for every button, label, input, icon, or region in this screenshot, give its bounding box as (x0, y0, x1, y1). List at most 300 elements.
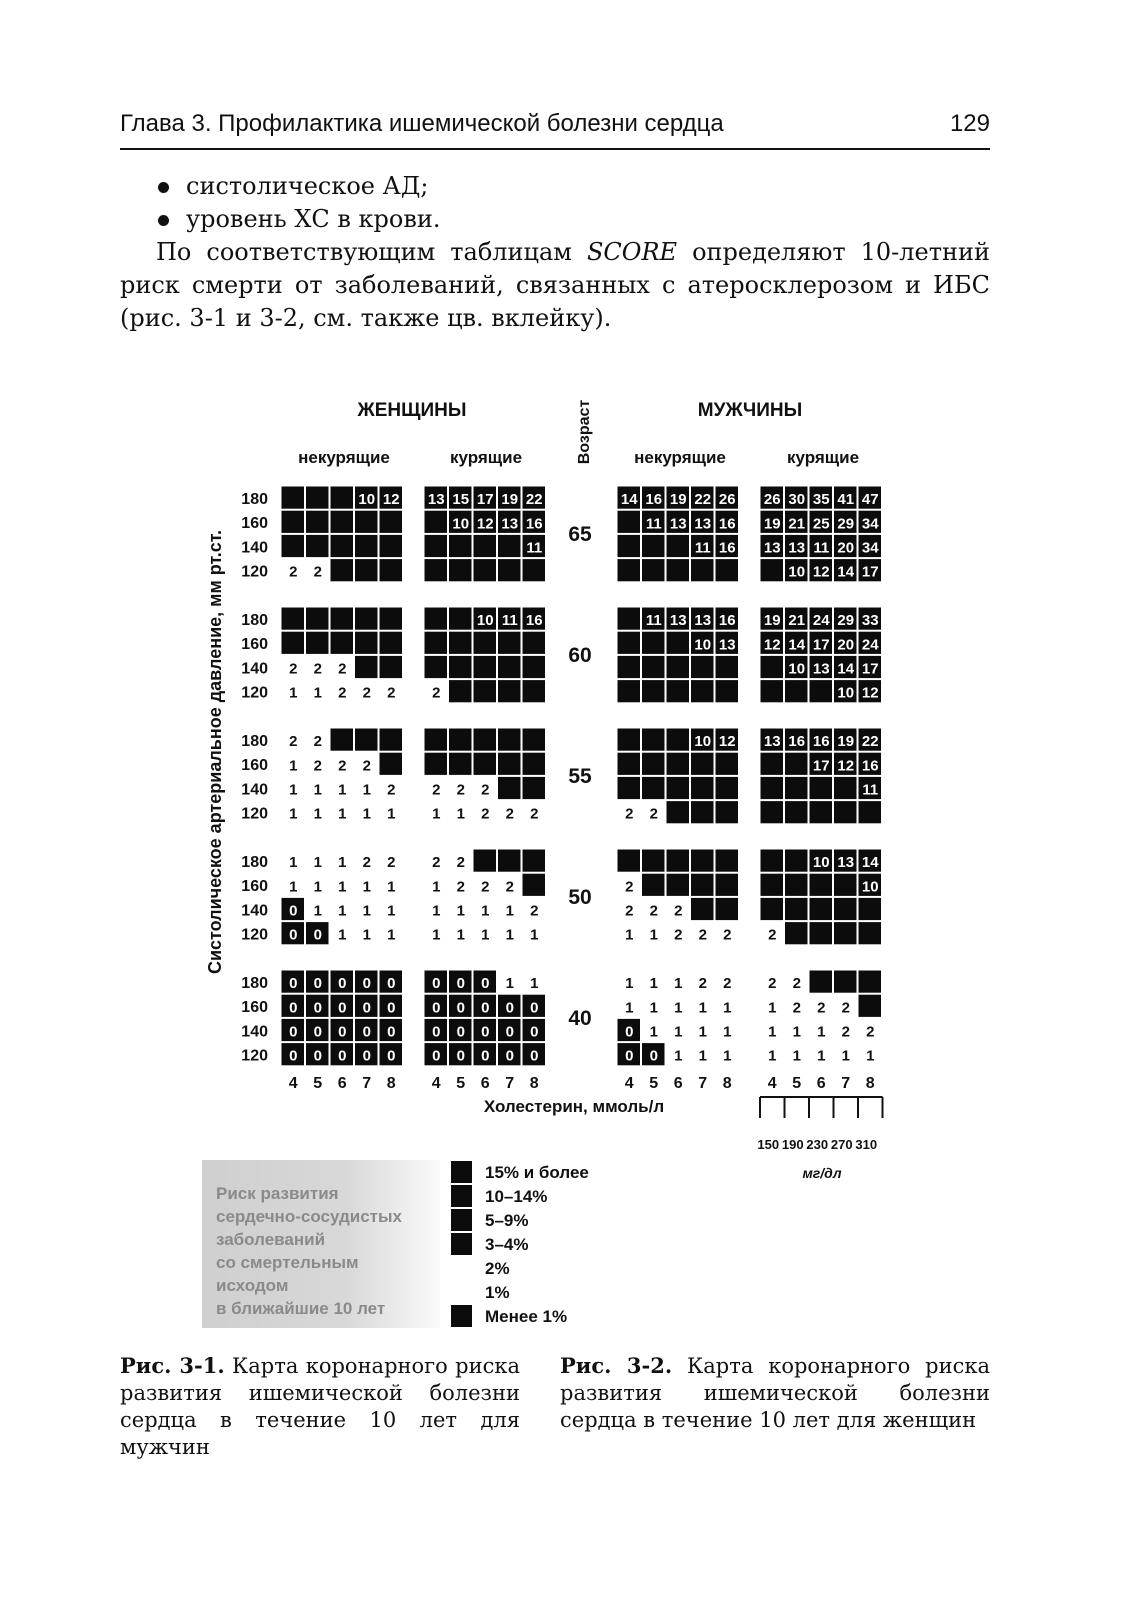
risk-cell (691, 655, 715, 678)
risk-cell-value: 0 (387, 999, 396, 1017)
legend-swatch (451, 1185, 472, 1207)
risk-cell (858, 922, 882, 945)
risk-cell-value: 2 (530, 805, 539, 823)
risk-cell-value: 11 (694, 539, 711, 557)
risk-cell-value: 0 (362, 1023, 371, 1041)
risk-cell (281, 510, 305, 533)
risk-cell-value: 1 (768, 1047, 777, 1065)
cholesterol-tick: 7 (505, 1075, 515, 1092)
risk-cell-value: 1 (768, 999, 777, 1017)
bp-level-label: 160 (241, 515, 268, 533)
risk-cell-value: 1 (698, 1047, 707, 1065)
risk-cell-value: 1 (387, 805, 396, 823)
risk-cell (642, 680, 666, 703)
risk-cell (498, 849, 522, 872)
risk-cell-value: 12 (718, 733, 736, 751)
risk-cell (355, 510, 379, 533)
men-header: МУЖЧИНЫ (697, 400, 803, 421)
risk-cell-value: 2 (481, 805, 490, 823)
risk-cell-value: 0 (432, 999, 441, 1017)
risk-cell (715, 897, 739, 920)
risk-cell-value: 1 (817, 1023, 826, 1041)
risk-cell-value: 24 (812, 612, 830, 630)
risk-cell-value: 1 (289, 854, 298, 872)
risk-cell-value: 47 (861, 491, 879, 509)
risk-cell-value: 2 (362, 757, 371, 775)
risk-cell (330, 607, 354, 630)
paragraph-start: По соответствующим таблицам (156, 238, 587, 266)
risk-cell-value: 1 (387, 926, 396, 944)
risk-cell-value: 0 (625, 1023, 634, 1041)
cholesterol-tick: 5 (649, 1075, 659, 1092)
risk-cell (642, 873, 666, 896)
risk-cell-value: 1 (625, 975, 634, 993)
risk-cell-value: 17 (812, 757, 830, 775)
risk-cell-value: 1 (649, 975, 658, 993)
risk-cell-value: 1 (649, 1023, 658, 1041)
risk-cell-value: 0 (313, 1023, 322, 1041)
legend-label: 5–9% (485, 1211, 529, 1230)
risk-cell-value: 2 (698, 926, 707, 944)
risk-cell-value: 17 (812, 636, 830, 654)
risk-cell (617, 631, 641, 654)
bullet-text: систолическое АД; (186, 172, 429, 200)
risk-cell (498, 728, 522, 751)
legend-swatch (451, 1305, 472, 1327)
risk-cell-value: 13 (763, 539, 781, 557)
risk-cell (760, 752, 784, 775)
risk-cell-value: 2 (723, 975, 732, 993)
risk-cell-value: 34 (861, 515, 879, 533)
risk-cell-value: 1 (674, 999, 683, 1017)
risk-cell-value: 13 (788, 539, 806, 557)
risk-cell (785, 873, 809, 896)
bp-level-label: 140 (241, 781, 268, 799)
risk-cell-value: 12 (861, 684, 879, 702)
bp-level-label: 160 (241, 757, 268, 775)
risk-cell (281, 607, 305, 630)
risk-cell-value: 2 (362, 854, 371, 872)
risk-cell (834, 776, 858, 799)
risk-cell-value: 16 (718, 612, 736, 630)
risk-cell (760, 680, 784, 703)
sub-header-nonsmoking: некурящие (298, 448, 390, 467)
risk-cell (691, 801, 715, 824)
risk-cell-value: 19 (669, 491, 687, 509)
risk-cell-value: 2 (432, 684, 441, 702)
risk-cell-value: 21 (788, 612, 806, 630)
risk-cell-value: 13 (837, 854, 855, 872)
risk-cell-value: 11 (526, 539, 543, 557)
age-label: 65 (568, 523, 592, 546)
legend-title-line: в ближайшие 10 лет (216, 1299, 386, 1318)
cholesterol-tick: 8 (722, 1075, 732, 1092)
risk-cell (330, 728, 354, 751)
age-label: 55 (568, 765, 592, 788)
bp-level-label: 180 (241, 733, 268, 750)
risk-cell-value: 1 (289, 684, 298, 702)
risk-cell (715, 559, 739, 582)
risk-cell-value: 16 (788, 733, 806, 751)
risk-cell (617, 655, 641, 678)
risk-cell (666, 801, 690, 824)
risk-cell (449, 534, 473, 557)
risk-cell-value: 20 (837, 636, 855, 654)
risk-cell (666, 559, 690, 582)
risk-cell-value: 30 (788, 491, 806, 509)
caption-left-text: Карта коронарного риска развития ишемической болезни сердца в течение 10 лет для мужчин (120, 1354, 520, 1459)
risk-cell-value: 1 (649, 999, 658, 1017)
bp-level-label: 140 (241, 539, 268, 557)
risk-cell (498, 680, 522, 703)
risk-cell-value: 16 (861, 757, 879, 775)
risk-cell (449, 631, 473, 654)
risk-cell (809, 776, 833, 799)
risk-cell (715, 655, 739, 678)
risk-cell-value: 10 (452, 515, 470, 533)
risk-cell-value: 2 (362, 684, 371, 702)
risk-cell-value: 10 (694, 636, 712, 654)
risk-cell (449, 752, 473, 775)
risk-cell-value: 0 (530, 999, 539, 1017)
mgdl-tick-label: 310 (855, 1137, 878, 1152)
risk-cell-value: 1 (625, 926, 634, 944)
risk-cell-value: 0 (625, 1047, 634, 1065)
legend-title-line: Риск развития (216, 1184, 339, 1203)
risk-cell (355, 559, 379, 582)
caption-left-label: Рис. 3-1. (120, 1353, 225, 1378)
risk-cell-value: 14 (837, 660, 855, 678)
risk-cell-value: 2 (723, 926, 732, 944)
mgdl-tick-label: 230 (806, 1137, 829, 1152)
risk-cell (666, 680, 690, 703)
risk-cell (281, 631, 305, 654)
risk-cell-value: 1 (674, 1023, 683, 1041)
cholesterol-tick: 8 (865, 1075, 875, 1092)
risk-cell (281, 486, 305, 509)
chapter-title: Глава 3. Профилактика ишемической болезни сердца (120, 110, 724, 137)
risk-cell (834, 922, 858, 945)
risk-cell-value: 2 (817, 999, 826, 1017)
women-header: ЖЕНЩИНЫ (357, 400, 467, 421)
risk-cell (379, 655, 403, 678)
bp-level-label: 120 (241, 563, 268, 581)
caption-left (120, 1352, 520, 1461)
risk-cell-value: 26 (763, 491, 781, 509)
risk-cell-value: 12 (812, 563, 830, 581)
risk-cell-value: 13 (501, 515, 519, 533)
risk-cell-value: 0 (313, 926, 322, 944)
risk-cell (666, 534, 690, 557)
risk-cell-value: 2 (313, 757, 322, 775)
risk-cell-value: 2 (625, 878, 634, 896)
bp-level-label: 140 (241, 660, 268, 678)
age-label: 40 (568, 1007, 592, 1030)
risk-cell-value: 2 (338, 757, 347, 775)
legend-label: Менее 1% (485, 1307, 568, 1326)
risk-cell (473, 559, 497, 582)
risk-cell-value: 2 (456, 878, 465, 896)
risk-cell-value: 14 (861, 854, 879, 872)
risk-cell-value: 25 (812, 515, 830, 533)
bp-level-label: 180 (241, 854, 268, 871)
risk-cell-value: 1 (649, 926, 658, 944)
risk-cell-value: 14 (837, 563, 855, 581)
risk-cell-value: 1 (362, 926, 371, 944)
risk-cell (306, 534, 330, 557)
risk-cell (760, 873, 784, 896)
risk-cell (424, 510, 448, 533)
risk-cell-value: 1 (289, 757, 298, 775)
risk-cell-value: 1 (505, 975, 514, 993)
risk-cell-value: 1 (456, 902, 465, 920)
risk-cell (809, 680, 833, 703)
bullet-text: уровень ХС в крови. (186, 205, 441, 233)
risk-cell-value: 1 (432, 878, 441, 896)
risk-cell-value: 19 (837, 733, 855, 751)
risk-cell-value: 1 (387, 878, 396, 896)
risk-cell-value: 1 (289, 805, 298, 823)
risk-cell-value: 11 (501, 612, 518, 630)
risk-cell (473, 631, 497, 654)
risk-cell-value: 13 (669, 612, 687, 630)
risk-cell-value: 1 (338, 781, 347, 799)
risk-cell-value: 2 (456, 781, 465, 799)
risk-cell-value: 1 (338, 854, 347, 872)
risk-cell (306, 631, 330, 654)
cholesterol-tick: 6 (480, 1075, 490, 1092)
risk-cell (355, 655, 379, 678)
risk-cell-value: 0 (338, 1047, 347, 1065)
risk-cell (642, 655, 666, 678)
risk-cell (715, 776, 739, 799)
risk-cell-value: 0 (456, 999, 465, 1017)
risk-cell-value: 2 (289, 563, 298, 581)
risk-cell (691, 873, 715, 896)
bp-level-label: 120 (241, 805, 268, 823)
risk-cell-value: 12 (382, 491, 400, 509)
risk-cell-value: 2 (649, 805, 658, 823)
risk-cell (617, 680, 641, 703)
risk-cell-value: 0 (313, 975, 322, 993)
cholesterol-tick: 7 (362, 1075, 372, 1092)
risk-cell (691, 776, 715, 799)
risk-cell (691, 752, 715, 775)
risk-cell-value: 15 (452, 491, 470, 509)
risk-cell (522, 728, 546, 751)
sub-header-nonsmoking: некурящие (634, 448, 726, 467)
bp-level-label: 120 (241, 926, 268, 944)
risk-cell-value: 1 (723, 1023, 732, 1041)
risk-cell-value: 1 (313, 805, 322, 823)
risk-cell (449, 655, 473, 678)
risk-cell (691, 680, 715, 703)
risk-cell (809, 897, 833, 920)
risk-cell-value: 10 (694, 733, 712, 751)
risk-cell-value: 0 (432, 1047, 441, 1065)
legend-label: 1% (485, 1283, 510, 1302)
risk-cell-value: 2 (866, 1023, 875, 1041)
risk-cell-value: 1 (530, 926, 539, 944)
risk-cell-value: 1 (505, 926, 514, 944)
risk-cell-value: 17 (861, 563, 879, 581)
risk-cell-value: 1 (530, 975, 539, 993)
risk-cell-value: 11 (813, 539, 830, 557)
risk-cell-value: 1 (792, 1023, 801, 1041)
risk-cell (498, 534, 522, 557)
risk-cell-value: 17 (861, 660, 879, 678)
risk-cell (522, 873, 546, 896)
risk-cell-value: 1 (817, 1047, 826, 1065)
risk-cell (715, 801, 739, 824)
risk-cell-value: 0 (481, 1023, 490, 1041)
risk-cell (330, 631, 354, 654)
risk-cell (642, 752, 666, 775)
cholesterol-tick: 8 (386, 1075, 396, 1092)
risk-cell-value: 0 (432, 1023, 441, 1041)
legend-title-line: исходом (216, 1276, 289, 1295)
risk-cell (617, 752, 641, 775)
risk-cell-value: 1 (432, 926, 441, 944)
mgdl-tick-label: 150 (757, 1137, 780, 1152)
risk-cell (522, 849, 546, 872)
bp-level-label: 120 (241, 684, 268, 702)
risk-cell-value: 0 (649, 1047, 658, 1065)
risk-cell (858, 897, 882, 920)
legend-label: 15% и более (485, 1163, 589, 1182)
risk-cell-value: 2 (505, 805, 514, 823)
risk-cell-value: 1 (289, 878, 298, 896)
risk-cell (809, 801, 833, 824)
risk-cell-value: 1 (313, 781, 322, 799)
risk-cell-value: 1 (866, 1047, 875, 1065)
risk-cell (379, 534, 403, 557)
risk-cell (760, 801, 784, 824)
risk-cell (355, 607, 379, 630)
risk-cell (473, 728, 497, 751)
legend-label: 3–4% (485, 1235, 529, 1254)
risk-cell (760, 849, 784, 872)
risk-cell (424, 534, 448, 557)
cholesterol-tick: 4 (767, 1075, 777, 1092)
risk-cell-value: 29 (837, 612, 855, 630)
risk-cell (785, 776, 809, 799)
risk-cell-value: 0 (481, 1047, 490, 1065)
risk-cell (617, 607, 641, 630)
risk-cell (424, 631, 448, 654)
risk-cell-value: 0 (313, 999, 322, 1017)
risk-cell-value: 1 (841, 1047, 850, 1065)
risk-cell (858, 994, 882, 1017)
risk-cell-value: 16 (718, 515, 736, 533)
risk-cell-value: 0 (362, 975, 371, 993)
risk-cell (379, 510, 403, 533)
risk-cell (642, 728, 666, 751)
risk-cell-value: 14 (788, 636, 806, 654)
risk-cell-value: 12 (837, 757, 855, 775)
cholesterol-tick: 6 (673, 1075, 683, 1092)
risk-cell (785, 849, 809, 872)
risk-cell (522, 776, 546, 799)
risk-cell-value: 22 (525, 491, 543, 509)
risk-cell-value: 13 (812, 660, 830, 678)
risk-cell-value: 2 (841, 1023, 850, 1041)
risk-cell-value: 12 (476, 515, 494, 533)
risk-cell-value: 0 (505, 1047, 514, 1065)
risk-cell-value: 13 (763, 733, 781, 751)
cholesterol-tick: 4 (624, 1075, 634, 1092)
sub-header-smoking: курящие (786, 448, 860, 467)
risk-cell-value: 2 (289, 733, 298, 751)
risk-cell-value: 2 (432, 854, 441, 872)
risk-cell-value: 19 (763, 612, 781, 630)
risk-cell-value: 0 (432, 975, 441, 993)
risk-cell (449, 607, 473, 630)
risk-cell (617, 510, 641, 533)
risk-cell (379, 559, 403, 582)
risk-cell-value: 35 (812, 491, 830, 509)
risk-cell (424, 559, 448, 582)
risk-cell (617, 776, 641, 799)
risk-cell (691, 849, 715, 872)
bp-level-label: 140 (241, 902, 268, 920)
risk-cell (473, 680, 497, 703)
risk-cell-value: 19 (501, 491, 519, 509)
risk-cell (760, 655, 784, 678)
risk-cell-value: 2 (289, 660, 298, 678)
risk-cell-value: 26 (718, 491, 736, 509)
cholesterol-tick: 7 (841, 1075, 851, 1092)
risk-cell-value: 1 (362, 805, 371, 823)
risk-cell (498, 752, 522, 775)
risk-cell-value: 2 (481, 878, 490, 896)
risk-cell (330, 486, 354, 509)
risk-cell-value: 0 (289, 1047, 298, 1065)
risk-cell-value: 10 (812, 854, 830, 872)
risk-cell-value: 0 (362, 1047, 371, 1065)
risk-cell-value: 1 (674, 1047, 683, 1065)
risk-cell (379, 631, 403, 654)
risk-cell (424, 655, 448, 678)
cholesterol-tick: 5 (313, 1075, 323, 1092)
risk-cell-value: 2 (530, 902, 539, 920)
risk-cell-value: 1 (505, 902, 514, 920)
bp-level-label: 180 (241, 491, 268, 508)
risk-cell-value: 16 (718, 539, 736, 557)
risk-cell (666, 849, 690, 872)
risk-cell-value: 0 (338, 1023, 347, 1041)
cholesterol-tick: 5 (792, 1075, 802, 1092)
risk-cell-value: 1 (387, 902, 396, 920)
risk-cell (473, 752, 497, 775)
risk-cell-value: 1 (698, 999, 707, 1017)
risk-cell-value: 1 (432, 805, 441, 823)
risk-cell-value: 29 (837, 515, 855, 533)
risk-cell (617, 559, 641, 582)
risk-cell (498, 655, 522, 678)
cholesterol-tick: 5 (456, 1075, 466, 1092)
cholesterol-tick: 6 (337, 1075, 347, 1092)
risk-cell-value: 2 (505, 878, 514, 896)
risk-cell-value: 33 (861, 612, 879, 630)
risk-cell (760, 776, 784, 799)
risk-cell (785, 922, 809, 945)
bp-level-label: 180 (241, 975, 268, 992)
risk-cell-value: 0 (289, 1023, 298, 1041)
risk-cell-value: 0 (387, 1023, 396, 1041)
risk-cell-value: 2 (649, 902, 658, 920)
risk-cell-value: 0 (338, 975, 347, 993)
